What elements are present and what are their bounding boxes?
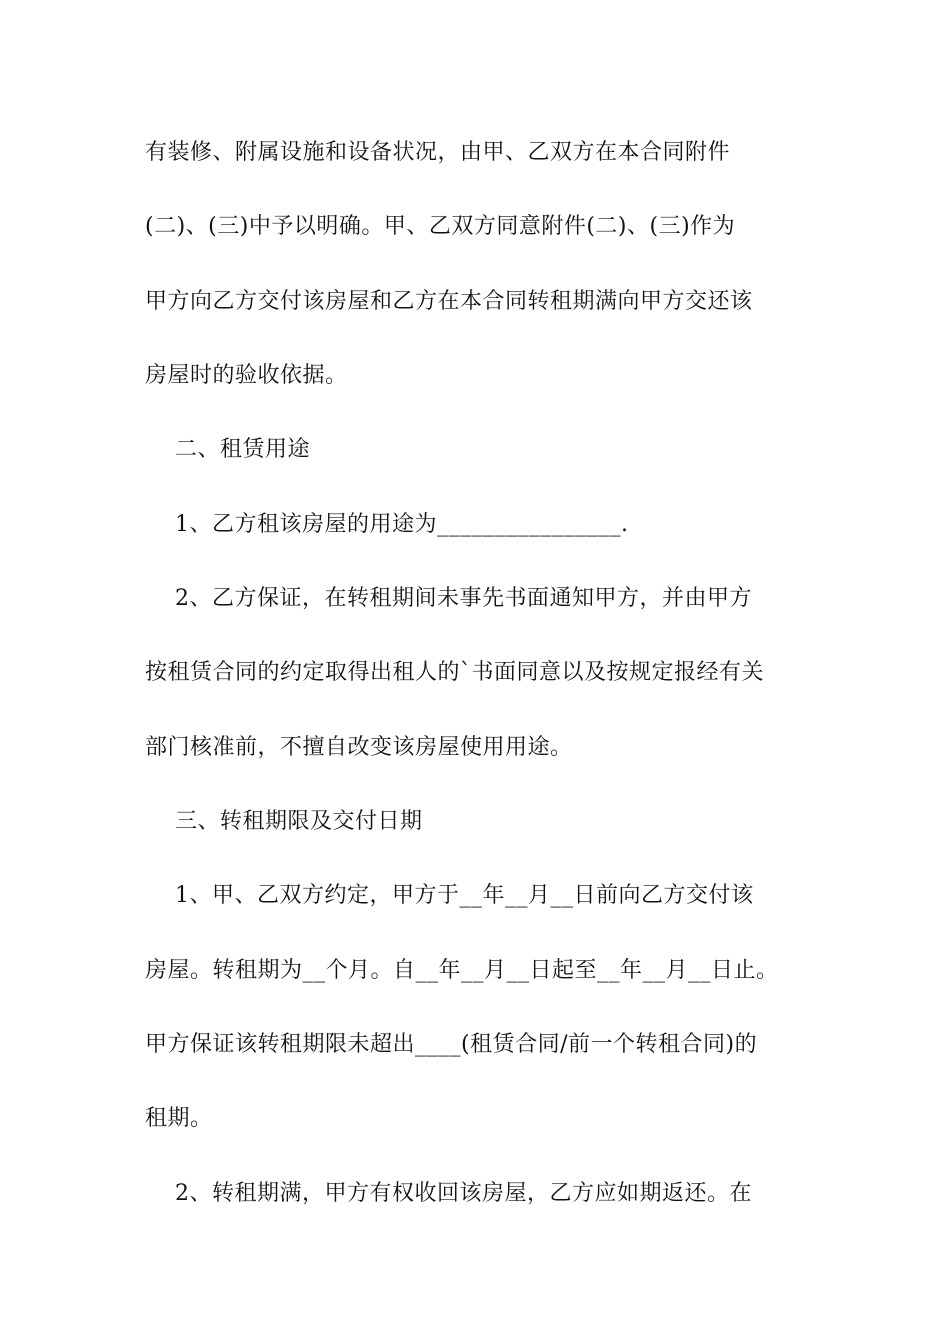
text-line-7: 2、乙方保证，在转租期间未事先书面通知甲方，并由甲方 [145,586,752,611]
text-line-15: 2、转租期满，甲方有权收回该房屋，乙方应如期返还。在 [145,1181,752,1206]
section-heading-term: 三、转租期限及交付日期 [145,809,423,834]
text-line-9: 部门核准前，不擅自改变该房屋使用用途。 [145,735,573,760]
text-line-6: 1、乙方租该房屋的用途为________________. [145,512,629,537]
text-line-14: 租期。 [145,1106,213,1131]
text-line-2: (二)、(三)中予以明确。甲、乙双方同意附件(二)、(三)作为 [145,214,736,239]
text-line-4: 房屋时的验收依据。 [145,363,348,388]
section-heading-purpose: 二、租赁用途 [145,437,310,462]
text-line-11: 1、甲、乙双方约定，甲方于__年__月__日前向乙方交付该 [145,883,754,908]
text-line-1: 有装修、附属设施和设备状况，由甲、乙双方在本合同附件 [145,140,731,165]
text-line-8: 按租赁合同的约定取得出租人的`书面同意以及按规定报经有关 [145,660,765,685]
text-line-13: 甲方保证该转租期限未超出____(租赁合同/前一个转租合同)的 [145,1032,758,1057]
text-line-12: 房屋。转租期为__个月。自__年__月__日起至__年__月__日止。 [145,958,779,983]
text-line-3: 甲方向乙方交付该房屋和乙方在本合同转租期满向甲方交还该 [145,289,753,314]
